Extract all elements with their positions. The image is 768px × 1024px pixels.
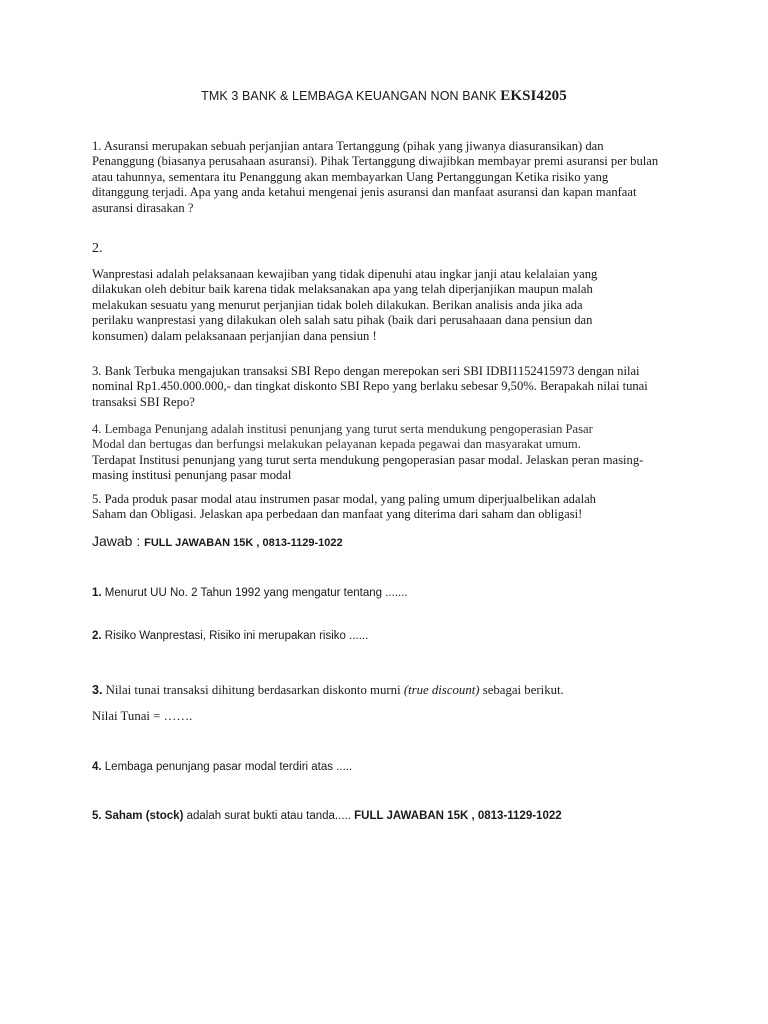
question-2-line: dilakukan oleh debitur baik karena tidak melaksanakan apa yang telah diperjanjikan maupun malah	[92, 282, 593, 297]
question-4-line: Terdapat Institusi penunjang yang turut serta mendukung pengoperasian pasar modal. Jelaskan peran masing-	[92, 452, 644, 467]
question-5	[92, 492, 672, 523]
contact-info-bottom: FULL JAWABAN 15K , 0813-1129-1022	[354, 810, 562, 822]
answer-5-text: adalah surat bukti atau tanda.....	[183, 810, 355, 822]
answer-2-text: Risiko Wanprestasi, Risiko ini merupakan risiko ......	[101, 630, 369, 642]
answer-1-number: 1.	[92, 587, 102, 599]
answer-1-text: Menurut UU No. 2 Tahun 1992 yang mengatur tentang .......	[101, 587, 408, 599]
contact-info: FULL JAWABAN 15K , 0813-1129-1022	[144, 537, 343, 549]
answer-3-number: 3.	[92, 683, 103, 697]
question-5-line: Saham dan Obligasi. Jelaskan apa perbedaan dan manfaat yang diterima dari saham dan obligasi!	[92, 507, 583, 522]
answer-1	[92, 587, 408, 599]
document-title	[0, 88, 768, 105]
jawab-label: Jawab :	[92, 533, 145, 549]
question-2-line: melakukan sesuatu yang menurut perjanjian tidak boleh dilakukan. Berikan analisis anda jika ada	[92, 297, 583, 312]
course-code: EKSI4205	[500, 88, 567, 104]
answer-4-number: 4.	[92, 761, 102, 773]
answer-2	[92, 630, 368, 642]
question-1-line: atau tahunnya, sementara itu Penanggung akan membayarkan Uang Pertanggungan Ketika risiko yang	[92, 169, 609, 184]
question-2-line: perilaku wanprestasi yang dilakukan oleh salah satu pihak (baik dari perusahaaan dana pensiun dan	[92, 313, 593, 328]
answer-5	[92, 810, 562, 822]
question-1-line: 1. Asuransi merupakan sebuah perjanjian antara Tertanggung (pihak yang jiwanya diasuransikan) dan	[92, 139, 604, 153]
answer-3-italic: (true discount)	[403, 683, 480, 697]
question-2-number: 2.	[92, 241, 103, 256]
question-4-line: masing institusi penunjang pasar modal	[92, 468, 292, 483]
question-3-line: transaksi SBI Repo?	[92, 394, 195, 409]
question-2	[92, 267, 672, 344]
answer-5-number: 5. Saham (stock)	[92, 810, 184, 822]
question-1-line: asuransi dirasakan ?	[92, 200, 194, 215]
answer-heading	[92, 533, 343, 549]
answer-3-text-after: sebagai berikut.	[479, 683, 564, 697]
question-2-line: Wanprestasi adalah pelaksanaan kewajiban yang tidak dipenuhi atau ingkar janji atau kelalaian yang	[92, 267, 598, 281]
question-3-line: 3. Bank Terbuka mengajukan transaksi SBI Repo dengan merepokan seri SBI IDBI1152415973 dengan nilai	[92, 364, 640, 378]
question-1-line: ditanggung terjadi. Apa yang anda ketahui mengenai jenis asuransi dan manfaat asuransi dan kapan manfaat	[92, 185, 637, 200]
answer-3	[92, 683, 564, 698]
question-1	[92, 139, 672, 216]
question-4-line: 4. Lembaga Penunjang adalah institusi penunjang yang turut serta mendukung pengoperasian Pasar	[92, 422, 593, 436]
answer-4-text: Lembaga penunjang pasar modal terdiri atas .....	[101, 761, 353, 773]
question-5-line: 5. Pada produk pasar modal atau instrumen pasar modal, yang paling umum diperjualbelikan adalah	[92, 492, 596, 506]
answer-2-number: 2.	[92, 630, 102, 642]
question-3-line: nominal Rp1.450.000.000,- dan tingkat diskonto SBI Repo yang berlaku sebesar 9,50%. Berapakah nilai tunai	[92, 379, 648, 394]
question-4-line: Modal dan bertugas dan berfungsi melakukan pelayanan kepada pegawai dan masyarakat umum.	[92, 437, 581, 452]
answer-3-text: Nilai tunai transaksi dihitung berdasarkan diskonto murni	[102, 683, 404, 697]
question-1-line: Penanggung (biasanya perusahaan asuransi). Pihak Tertanggung diwajibkan membayar premi asuransi per bulan	[92, 154, 659, 169]
question-3	[92, 364, 672, 410]
title-text: TMK 3 BANK & LEMBAGA KEUANGAN NON BANK	[201, 89, 501, 103]
question-4	[92, 422, 672, 484]
question-2-line: konsumen) dalam pelaksanaan perjanjian dana pensiun !	[92, 328, 377, 343]
answer-3-formula: Nilai Tunai = …….	[92, 709, 193, 723]
answer-4	[92, 761, 352, 773]
